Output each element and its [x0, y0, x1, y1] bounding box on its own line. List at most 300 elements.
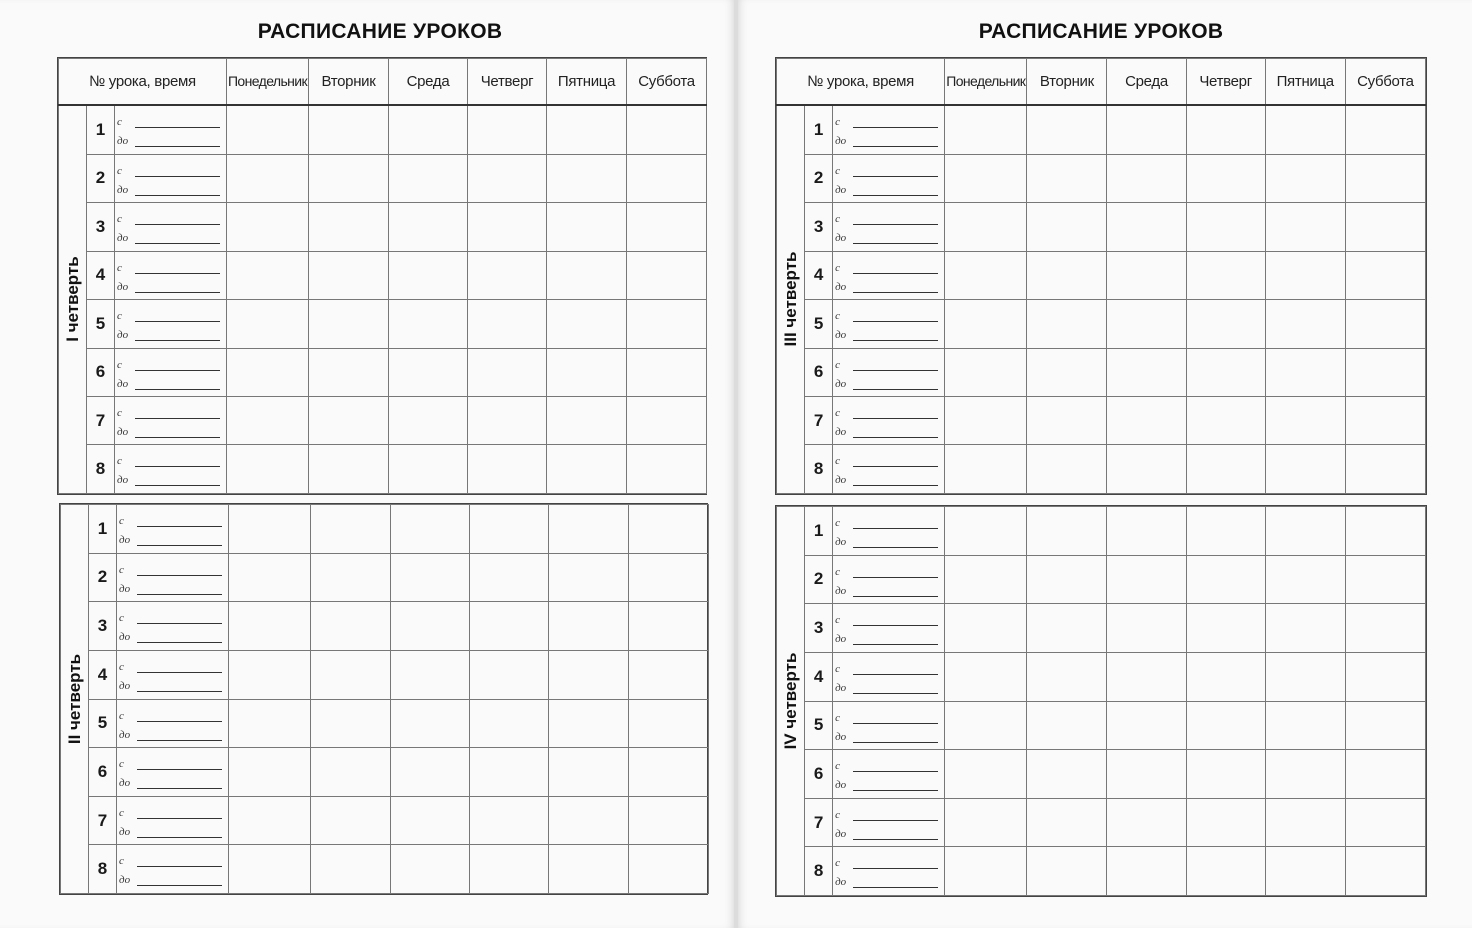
schedule-cell[interactable]	[1186, 251, 1265, 299]
schedule-cell[interactable]	[311, 699, 391, 748]
time-to-blank[interactable]	[137, 885, 222, 886]
schedule-cell[interactable]	[1107, 300, 1186, 348]
time-to-blank[interactable]	[137, 837, 222, 838]
schedule-cell[interactable]	[229, 845, 311, 894]
schedule-cell[interactable]	[1027, 203, 1107, 251]
time-from-field[interactable]	[119, 757, 222, 771]
time-from-blank[interactable]	[853, 466, 938, 467]
schedule-cell[interactable]	[945, 701, 1027, 750]
schedule-cell[interactable]	[468, 105, 547, 155]
time-from-field[interactable]	[835, 358, 938, 372]
schedule-cell[interactable]	[227, 348, 309, 396]
time-from-field[interactable]	[835, 808, 938, 822]
schedule-cell[interactable]	[1107, 348, 1186, 396]
schedule-cell[interactable]	[1265, 847, 1345, 896]
time-from-field[interactable]	[119, 611, 222, 625]
schedule-cell[interactable]	[627, 105, 707, 155]
schedule-cell[interactable]	[547, 396, 627, 444]
schedule-cell[interactable]	[311, 553, 391, 602]
time-from-field[interactable]	[117, 115, 220, 129]
time-from-blank[interactable]	[853, 176, 938, 177]
schedule-cell[interactable]	[1345, 445, 1425, 494]
schedule-cell[interactable]	[549, 650, 629, 699]
schedule-cell[interactable]	[549, 796, 629, 845]
time-from-blank[interactable]	[137, 526, 222, 527]
schedule-cell[interactable]	[1186, 798, 1265, 847]
schedule-cell[interactable]	[468, 396, 547, 444]
schedule-cell[interactable]	[1027, 555, 1107, 604]
schedule-cell[interactable]	[311, 796, 391, 845]
schedule-cell[interactable]	[1027, 652, 1107, 701]
time-from-blank[interactable]	[853, 127, 938, 128]
time-to-field[interactable]	[835, 778, 938, 792]
time-from-blank[interactable]	[137, 866, 222, 867]
schedule-cell[interactable]	[629, 505, 709, 554]
time-from-field[interactable]	[117, 261, 220, 275]
schedule-cell[interactable]	[391, 845, 470, 894]
time-from-field[interactable]	[117, 406, 220, 420]
time-to-field[interactable]	[835, 535, 938, 549]
schedule-cell[interactable]	[1345, 203, 1425, 251]
schedule-cell[interactable]	[945, 154, 1027, 202]
schedule-cell[interactable]	[1107, 154, 1186, 202]
time-to-field[interactable]	[835, 377, 938, 391]
schedule-cell[interactable]	[391, 505, 470, 554]
schedule-cell[interactable]	[1345, 300, 1425, 348]
time-from-field[interactable]	[119, 806, 222, 820]
time-from-blank[interactable]	[135, 176, 220, 177]
time-to-field[interactable]	[117, 134, 220, 148]
schedule-cell[interactable]	[391, 553, 470, 602]
time-to-field[interactable]	[119, 776, 222, 790]
time-from-blank[interactable]	[135, 418, 220, 419]
schedule-cell[interactable]	[1265, 652, 1345, 701]
schedule-cell[interactable]	[945, 105, 1027, 155]
schedule-cell[interactable]	[1265, 251, 1345, 299]
schedule-cell[interactable]	[468, 251, 547, 299]
time-from-field[interactable]	[117, 309, 220, 323]
schedule-cell[interactable]	[629, 748, 709, 797]
time-to-blank[interactable]	[135, 485, 220, 486]
schedule-cell[interactable]	[470, 748, 549, 797]
time-to-blank[interactable]	[853, 485, 938, 486]
time-to-blank[interactable]	[135, 195, 220, 196]
schedule-cell[interactable]	[389, 154, 468, 202]
time-to-field[interactable]	[119, 873, 222, 887]
schedule-cell[interactable]	[1265, 604, 1345, 653]
time-to-blank[interactable]	[137, 545, 222, 546]
schedule-cell[interactable]	[549, 748, 629, 797]
schedule-cell[interactable]	[1345, 507, 1425, 556]
schedule-cell[interactable]	[227, 396, 309, 444]
time-to-blank[interactable]	[137, 642, 222, 643]
schedule-cell[interactable]	[468, 348, 547, 396]
time-from-blank[interactable]	[853, 577, 938, 578]
time-to-blank[interactable]	[137, 740, 222, 741]
schedule-cell[interactable]	[1027, 105, 1107, 155]
schedule-cell[interactable]	[1345, 847, 1425, 896]
schedule-cell[interactable]	[945, 652, 1027, 701]
time-from-field[interactable]	[119, 854, 222, 868]
schedule-cell[interactable]	[1107, 798, 1186, 847]
time-to-field[interactable]	[119, 679, 222, 693]
time-to-blank[interactable]	[135, 146, 220, 147]
schedule-cell[interactable]	[1186, 348, 1265, 396]
time-to-blank[interactable]	[853, 437, 938, 438]
schedule-cell[interactable]	[468, 445, 547, 494]
schedule-cell[interactable]	[1265, 300, 1345, 348]
time-to-blank[interactable]	[853, 340, 938, 341]
time-to-field[interactable]	[835, 875, 938, 889]
time-to-field[interactable]	[835, 632, 938, 646]
schedule-cell[interactable]	[311, 748, 391, 797]
schedule-cell[interactable]	[1107, 251, 1186, 299]
schedule-cell[interactable]	[309, 203, 389, 251]
time-to-blank[interactable]	[137, 594, 222, 595]
schedule-cell[interactable]	[227, 105, 309, 155]
schedule-cell[interactable]	[1027, 507, 1107, 556]
schedule-cell[interactable]	[627, 300, 707, 348]
time-to-field[interactable]	[835, 328, 938, 342]
schedule-cell[interactable]	[309, 105, 389, 155]
schedule-cell[interactable]	[229, 505, 311, 554]
time-to-field[interactable]	[835, 183, 938, 197]
schedule-cell[interactable]	[389, 445, 468, 494]
schedule-cell[interactable]	[1107, 555, 1186, 604]
schedule-cell[interactable]	[627, 396, 707, 444]
schedule-cell[interactable]	[1265, 396, 1345, 444]
schedule-cell[interactable]	[470, 699, 549, 748]
schedule-cell[interactable]	[1345, 555, 1425, 604]
schedule-cell[interactable]	[627, 251, 707, 299]
schedule-cell[interactable]	[309, 396, 389, 444]
schedule-cell[interactable]	[547, 251, 627, 299]
schedule-cell[interactable]	[391, 602, 470, 651]
schedule-cell[interactable]	[1186, 507, 1265, 556]
schedule-cell[interactable]	[1186, 203, 1265, 251]
schedule-cell[interactable]	[470, 650, 549, 699]
schedule-cell[interactable]	[1027, 604, 1107, 653]
time-to-blank[interactable]	[135, 243, 220, 244]
schedule-cell[interactable]	[547, 154, 627, 202]
schedule-cell[interactable]	[229, 699, 311, 748]
schedule-cell[interactable]	[945, 251, 1027, 299]
time-to-field[interactable]	[117, 473, 220, 487]
schedule-cell[interactable]	[229, 553, 311, 602]
time-from-blank[interactable]	[137, 672, 222, 673]
time-from-blank[interactable]	[853, 370, 938, 371]
schedule-cell[interactable]	[629, 699, 709, 748]
schedule-cell[interactable]	[1345, 604, 1425, 653]
schedule-cell[interactable]	[468, 300, 547, 348]
schedule-cell[interactable]	[389, 203, 468, 251]
schedule-cell[interactable]	[470, 796, 549, 845]
time-from-field[interactable]	[835, 613, 938, 627]
time-from-field[interactable]	[835, 454, 938, 468]
time-to-blank[interactable]	[853, 389, 938, 390]
schedule-cell[interactable]	[1027, 701, 1107, 750]
time-from-field[interactable]	[835, 406, 938, 420]
schedule-cell[interactable]	[629, 602, 709, 651]
schedule-cell[interactable]	[549, 845, 629, 894]
schedule-cell[interactable]	[227, 203, 309, 251]
time-from-blank[interactable]	[853, 674, 938, 675]
schedule-cell[interactable]	[1107, 396, 1186, 444]
time-to-blank[interactable]	[853, 839, 938, 840]
schedule-cell[interactable]	[1345, 750, 1425, 799]
time-to-field[interactable]	[835, 425, 938, 439]
time-from-blank[interactable]	[853, 723, 938, 724]
schedule-cell[interactable]	[1345, 701, 1425, 750]
time-to-blank[interactable]	[135, 292, 220, 293]
time-from-blank[interactable]	[853, 528, 938, 529]
time-to-blank[interactable]	[853, 596, 938, 597]
schedule-cell[interactable]	[1265, 445, 1345, 494]
schedule-cell[interactable]	[547, 105, 627, 155]
schedule-cell[interactable]	[227, 251, 309, 299]
time-to-field[interactable]	[117, 425, 220, 439]
schedule-cell[interactable]	[1186, 105, 1265, 155]
schedule-cell[interactable]	[629, 796, 709, 845]
schedule-cell[interactable]	[227, 300, 309, 348]
schedule-cell[interactable]	[389, 348, 468, 396]
time-from-field[interactable]	[835, 711, 938, 725]
time-from-blank[interactable]	[137, 818, 222, 819]
schedule-cell[interactable]	[1107, 847, 1186, 896]
schedule-cell[interactable]	[945, 507, 1027, 556]
schedule-cell[interactable]	[468, 154, 547, 202]
schedule-cell[interactable]	[470, 553, 549, 602]
time-to-blank[interactable]	[853, 146, 938, 147]
time-from-field[interactable]	[117, 454, 220, 468]
time-to-blank[interactable]	[135, 437, 220, 438]
schedule-cell[interactable]	[1186, 652, 1265, 701]
schedule-cell[interactable]	[1107, 604, 1186, 653]
time-from-blank[interactable]	[853, 224, 938, 225]
schedule-cell[interactable]	[945, 555, 1027, 604]
time-to-blank[interactable]	[135, 340, 220, 341]
schedule-cell[interactable]	[1186, 847, 1265, 896]
schedule-cell[interactable]	[1186, 154, 1265, 202]
time-from-field[interactable]	[835, 261, 938, 275]
time-to-field[interactable]	[119, 533, 222, 547]
schedule-cell[interactable]	[470, 602, 549, 651]
time-to-field[interactable]	[117, 280, 220, 294]
time-from-blank[interactable]	[853, 625, 938, 626]
time-from-field[interactable]	[119, 514, 222, 528]
schedule-cell[interactable]	[1345, 105, 1425, 155]
time-from-field[interactable]	[117, 164, 220, 178]
time-to-field[interactable]	[119, 728, 222, 742]
time-to-blank[interactable]	[853, 547, 938, 548]
time-to-blank[interactable]	[137, 788, 222, 789]
schedule-cell[interactable]	[1027, 847, 1107, 896]
time-from-blank[interactable]	[853, 321, 938, 322]
schedule-cell[interactable]	[627, 445, 707, 494]
schedule-cell[interactable]	[549, 699, 629, 748]
schedule-cell[interactable]	[1186, 555, 1265, 604]
schedule-cell[interactable]	[1265, 701, 1345, 750]
schedule-cell[interactable]	[309, 251, 389, 299]
schedule-cell[interactable]	[229, 748, 311, 797]
schedule-cell[interactable]	[1107, 105, 1186, 155]
schedule-cell[interactable]	[547, 348, 627, 396]
schedule-cell[interactable]	[391, 796, 470, 845]
schedule-cell[interactable]	[470, 505, 549, 554]
time-from-field[interactable]	[835, 309, 938, 323]
schedule-cell[interactable]	[391, 699, 470, 748]
schedule-cell[interactable]	[1186, 396, 1265, 444]
time-from-blank[interactable]	[135, 370, 220, 371]
schedule-cell[interactable]	[311, 650, 391, 699]
time-from-field[interactable]	[835, 856, 938, 870]
time-from-blank[interactable]	[135, 466, 220, 467]
schedule-cell[interactable]	[945, 396, 1027, 444]
time-from-field[interactable]	[119, 563, 222, 577]
time-from-field[interactable]	[835, 115, 938, 129]
schedule-cell[interactable]	[629, 650, 709, 699]
time-from-blank[interactable]	[853, 771, 938, 772]
time-to-field[interactable]	[835, 730, 938, 744]
schedule-cell[interactable]	[227, 445, 309, 494]
schedule-cell[interactable]	[945, 348, 1027, 396]
time-from-field[interactable]	[835, 759, 938, 773]
time-to-blank[interactable]	[853, 790, 938, 791]
schedule-cell[interactable]	[1186, 701, 1265, 750]
schedule-cell[interactable]	[945, 798, 1027, 847]
schedule-cell[interactable]	[629, 553, 709, 602]
schedule-cell[interactable]	[470, 845, 549, 894]
time-from-blank[interactable]	[137, 623, 222, 624]
schedule-cell[interactable]	[1107, 750, 1186, 799]
time-to-field[interactable]	[117, 183, 220, 197]
schedule-cell[interactable]	[629, 845, 709, 894]
schedule-cell[interactable]	[627, 154, 707, 202]
time-from-blank[interactable]	[853, 418, 938, 419]
schedule-cell[interactable]	[1265, 105, 1345, 155]
time-to-field[interactable]	[119, 582, 222, 596]
schedule-cell[interactable]	[1186, 750, 1265, 799]
time-from-field[interactable]	[117, 212, 220, 226]
time-to-blank[interactable]	[853, 887, 938, 888]
schedule-cell[interactable]	[1027, 445, 1107, 494]
time-from-field[interactable]	[119, 660, 222, 674]
schedule-cell[interactable]	[468, 203, 547, 251]
schedule-cell[interactable]	[1345, 396, 1425, 444]
schedule-cell[interactable]	[391, 748, 470, 797]
schedule-cell[interactable]	[309, 445, 389, 494]
time-to-field[interactable]	[119, 630, 222, 644]
schedule-cell[interactable]	[1345, 251, 1425, 299]
time-from-blank[interactable]	[137, 721, 222, 722]
schedule-cell[interactable]	[1186, 604, 1265, 653]
time-to-blank[interactable]	[853, 195, 938, 196]
time-from-blank[interactable]	[135, 127, 220, 128]
time-to-field[interactable]	[117, 231, 220, 245]
schedule-cell[interactable]	[547, 203, 627, 251]
time-from-blank[interactable]	[853, 820, 938, 821]
schedule-cell[interactable]	[1027, 798, 1107, 847]
schedule-cell[interactable]	[1027, 154, 1107, 202]
schedule-cell[interactable]	[1027, 300, 1107, 348]
schedule-cell[interactable]	[945, 203, 1027, 251]
schedule-cell[interactable]	[627, 203, 707, 251]
time-from-field[interactable]	[835, 565, 938, 579]
schedule-cell[interactable]	[945, 445, 1027, 494]
schedule-cell[interactable]	[389, 396, 468, 444]
schedule-cell[interactable]	[1186, 445, 1265, 494]
schedule-cell[interactable]	[229, 796, 311, 845]
schedule-cell[interactable]	[547, 300, 627, 348]
schedule-cell[interactable]	[391, 650, 470, 699]
time-to-blank[interactable]	[853, 693, 938, 694]
time-from-blank[interactable]	[135, 224, 220, 225]
schedule-cell[interactable]	[389, 300, 468, 348]
schedule-cell[interactable]	[1027, 251, 1107, 299]
time-to-field[interactable]	[835, 473, 938, 487]
time-from-blank[interactable]	[137, 575, 222, 576]
schedule-cell[interactable]	[1027, 396, 1107, 444]
schedule-cell[interactable]	[309, 348, 389, 396]
time-from-blank[interactable]	[135, 273, 220, 274]
schedule-cell[interactable]	[311, 505, 391, 554]
time-to-field[interactable]	[835, 280, 938, 294]
time-to-blank[interactable]	[853, 644, 938, 645]
schedule-cell[interactable]	[229, 602, 311, 651]
time-to-field[interactable]	[117, 328, 220, 342]
schedule-cell[interactable]	[1345, 154, 1425, 202]
time-from-field[interactable]	[835, 662, 938, 676]
time-to-field[interactable]	[835, 681, 938, 695]
schedule-cell[interactable]	[549, 553, 629, 602]
schedule-cell[interactable]	[311, 602, 391, 651]
time-from-field[interactable]	[835, 164, 938, 178]
time-to-field[interactable]	[117, 377, 220, 391]
schedule-cell[interactable]	[1107, 701, 1186, 750]
time-to-field[interactable]	[119, 825, 222, 839]
time-from-blank[interactable]	[853, 273, 938, 274]
schedule-cell[interactable]	[1107, 203, 1186, 251]
time-to-blank[interactable]	[853, 292, 938, 293]
time-from-field[interactable]	[119, 709, 222, 723]
schedule-cell[interactable]	[311, 845, 391, 894]
time-to-field[interactable]	[835, 231, 938, 245]
time-to-blank[interactable]	[135, 389, 220, 390]
time-to-blank[interactable]	[853, 243, 938, 244]
schedule-cell[interactable]	[389, 105, 468, 155]
schedule-cell[interactable]	[1107, 507, 1186, 556]
schedule-cell[interactable]	[1345, 348, 1425, 396]
schedule-cell[interactable]	[229, 650, 311, 699]
schedule-cell[interactable]	[945, 750, 1027, 799]
schedule-cell[interactable]	[1345, 798, 1425, 847]
schedule-cell[interactable]	[945, 847, 1027, 896]
schedule-cell[interactable]	[1107, 445, 1186, 494]
schedule-cell[interactable]	[1345, 652, 1425, 701]
schedule-cell[interactable]	[1265, 750, 1345, 799]
time-from-field[interactable]	[835, 212, 938, 226]
time-from-field[interactable]	[835, 516, 938, 530]
schedule-cell[interactable]	[547, 445, 627, 494]
schedule-cell[interactable]	[227, 154, 309, 202]
time-to-blank[interactable]	[853, 742, 938, 743]
schedule-cell[interactable]	[945, 604, 1027, 653]
time-to-field[interactable]	[835, 134, 938, 148]
time-to-field[interactable]	[835, 827, 938, 841]
schedule-cell[interactable]	[1027, 348, 1107, 396]
time-from-field[interactable]	[117, 358, 220, 372]
time-from-blank[interactable]	[137, 769, 222, 770]
